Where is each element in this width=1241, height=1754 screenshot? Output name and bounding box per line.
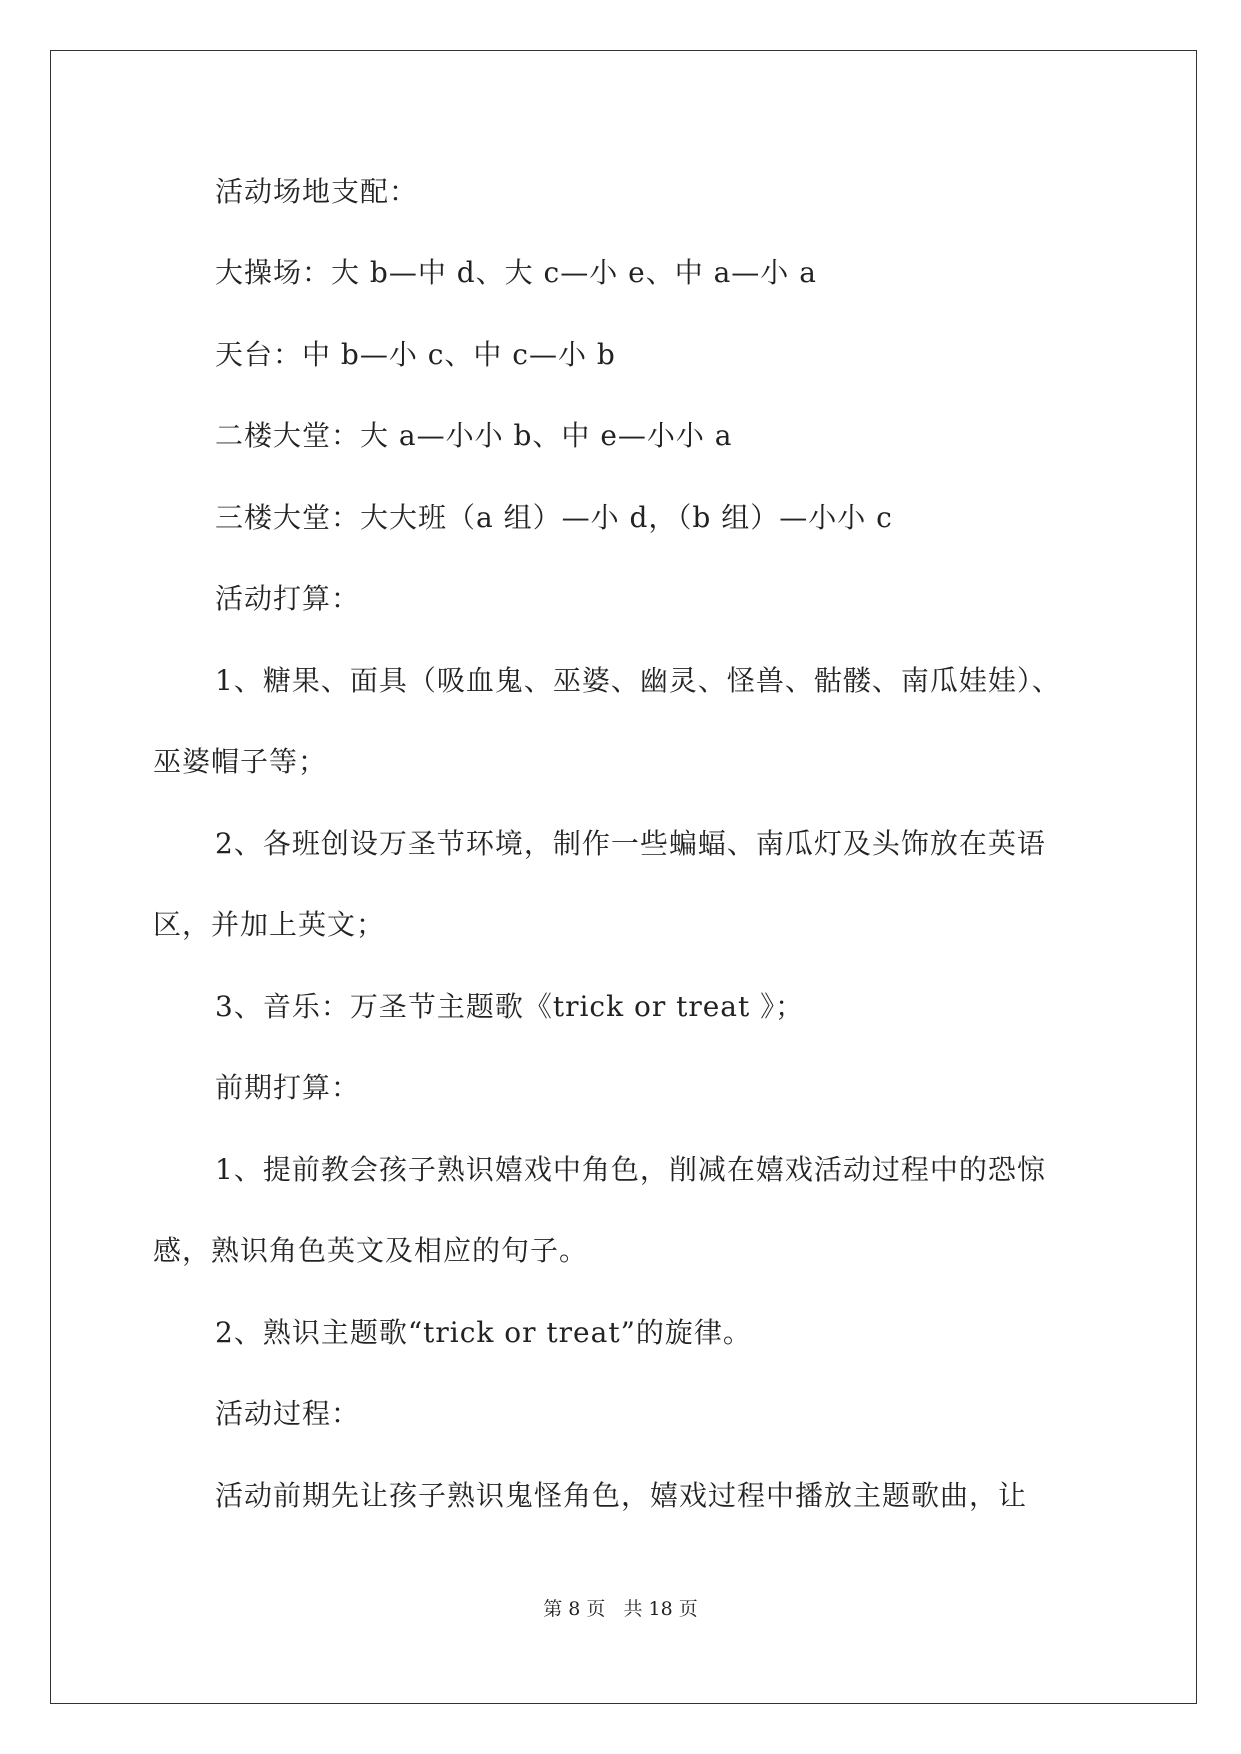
text-line: 2、熟识主题歌“trick or treat”的旋律。 — [215, 1316, 752, 1349]
text-line: 二楼大堂：大 a—小小 b、中 e—小小 a — [215, 419, 733, 452]
text-line: 前期打算： — [215, 1071, 361, 1104]
text-line: 巫婆帽子等； — [153, 745, 328, 778]
text-line: 天台：中 b—小 c、中 c—小 b — [215, 338, 616, 371]
page-number: 第 8 页 — [543, 1598, 606, 1620]
text-line: 活动打算： — [215, 582, 361, 615]
text-line: 活动场地支配： — [215, 175, 419, 208]
text-line: 2、各班创设万圣节环境，制作一些蝙蝠、南瓜灯及头饰放在英语 — [215, 827, 1046, 860]
text-line: 大操场：大 b—中 d、大 c—小 e、中 a—小 a — [215, 256, 817, 289]
page-total: 共 18 页 — [623, 1598, 698, 1620]
text-line: 感，熟识角色英文及相应的句子。 — [153, 1234, 589, 1267]
text-line: 活动前期先让孩子熟识鬼怪角色，嬉戏过程中播放主题歌曲，让 — [215, 1479, 1028, 1512]
text-line: 3、音乐：万圣节主题歌《trick or treat 》； — [215, 990, 805, 1023]
text-line: 区，并加上英文； — [153, 908, 386, 941]
text-line: 1、糖果、面具（吸血鬼、巫婆、幽灵、怪兽、骷髅、南瓜娃娃）、 — [215, 664, 1061, 697]
text-line: 1、提前教会孩子熟识嬉戏中角色，削减在嬉戏活动过程中的恐惊 — [215, 1153, 1046, 1186]
text-line: 三楼大堂：大大班（a 组）—小 d，（b 组）—小小 c — [215, 501, 893, 534]
text-line: 活动过程： — [215, 1397, 361, 1430]
page-footer — [0, 1597, 1241, 1621]
page-border — [50, 50, 1197, 1704]
